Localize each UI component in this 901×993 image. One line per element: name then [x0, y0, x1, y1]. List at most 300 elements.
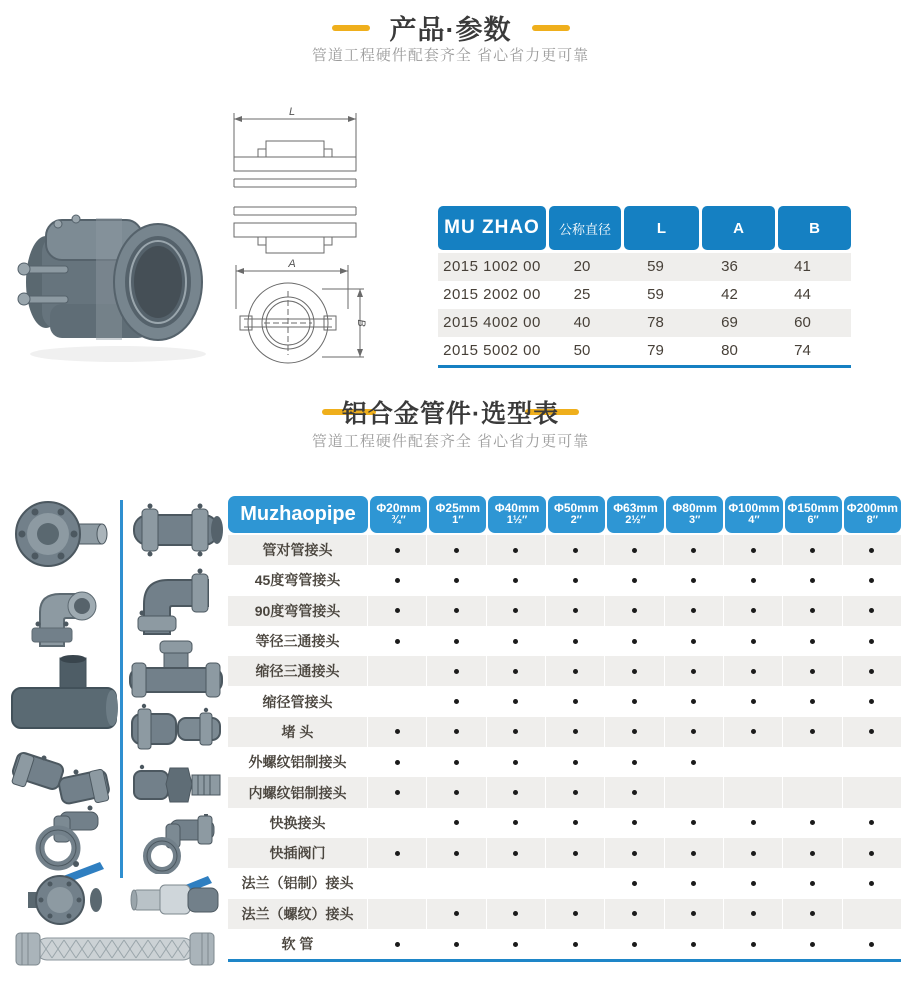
size-mm-label: Φ40mm	[494, 501, 540, 516]
availability-dot-icon	[513, 608, 518, 613]
availability-cell	[427, 717, 486, 747]
availability-cell	[605, 929, 664, 959]
availability-cell	[724, 868, 783, 898]
availability-dot-icon	[810, 851, 815, 856]
availability-cell	[487, 596, 546, 626]
selection-table-body	[228, 535, 901, 962]
dim-label-b: B	[355, 319, 367, 327]
fitting-type-label: 快插阀门	[228, 838, 368, 868]
availability-dot-icon	[513, 911, 518, 916]
availability-dot-icon	[395, 760, 400, 765]
availability-cell	[843, 747, 901, 777]
availability-cell	[724, 838, 783, 868]
availability-cell	[546, 596, 605, 626]
fitting-type-label: 缩径三通接头	[228, 656, 368, 686]
availability-cell	[783, 838, 842, 868]
availability-dot-icon	[573, 699, 578, 704]
fitting-type-label: 法兰（铝制）接头	[228, 868, 368, 898]
availability-dot-icon	[395, 729, 400, 734]
availability-cell	[605, 535, 664, 565]
availability-dot-icon	[454, 760, 459, 765]
availability-cell	[427, 535, 486, 565]
fitting-type-label: 管对管接头	[228, 535, 368, 565]
selection-table-row	[228, 747, 901, 777]
section-selection-subtitle: 管道工程硬件配套齐全 省心省力更可靠	[311, 433, 590, 450]
brand-cell: Muzhaopipe	[228, 496, 368, 533]
availability-dot-icon	[632, 790, 637, 795]
section-selection-title: 铝合金管件·选型表	[341, 400, 560, 428]
spec-value-cell: 59	[647, 286, 664, 303]
availability-dot-icon	[454, 639, 459, 644]
size-mm-label: Φ150mm	[787, 501, 839, 516]
availability-dot-icon	[513, 639, 518, 644]
availability-dot-icon	[513, 760, 518, 765]
availability-cell	[546, 686, 605, 716]
size-inch-label: 1″	[452, 514, 464, 527]
availability-dot-icon	[691, 851, 696, 856]
spec-header-cell: L	[624, 206, 699, 250]
fitting-type-label: 外螺纹铝制接头	[228, 747, 368, 777]
butterfly-valve-icon	[12, 856, 120, 930]
availability-dot-icon	[869, 699, 874, 704]
availability-cell	[783, 747, 842, 777]
availability-dot-icon	[573, 729, 578, 734]
selection-table-row	[228, 717, 901, 747]
size-mm-label: Φ80mm	[672, 501, 717, 516]
availability-cell	[783, 626, 842, 656]
availability-cell	[427, 777, 486, 807]
availability-dot-icon	[691, 942, 696, 947]
availability-dot-icon	[691, 729, 696, 734]
spec-table-row	[438, 281, 851, 309]
availability-cell	[487, 868, 546, 898]
availability-dot-icon	[810, 820, 815, 825]
availability-dot-icon	[632, 911, 637, 916]
availability-dot-icon	[751, 669, 756, 674]
availability-cell	[605, 777, 664, 807]
availability-cell	[724, 656, 783, 686]
availability-dot-icon	[632, 820, 637, 825]
spec-value-cell: 25	[573, 286, 591, 303]
spec-value-cell: 41	[794, 258, 811, 275]
availability-dot-icon	[869, 729, 874, 734]
size-mm-label: Φ20mm	[376, 501, 421, 516]
availability-dot-icon	[751, 639, 756, 644]
selection-table-row	[228, 838, 901, 868]
availability-cell	[724, 626, 783, 656]
availability-dot-icon	[513, 578, 518, 583]
availability-dot-icon	[513, 851, 518, 856]
availability-cell	[665, 596, 724, 626]
availability-cell	[546, 899, 605, 929]
availability-cell	[724, 717, 783, 747]
spec-value-cell: 42	[721, 286, 738, 303]
gallery-divider	[120, 500, 123, 878]
availability-dot-icon	[810, 669, 815, 674]
availability-dot-icon	[751, 578, 756, 583]
availability-dot-icon	[691, 608, 696, 613]
availability-cell	[487, 656, 546, 686]
spec-table-row	[438, 253, 851, 281]
availability-dot-icon	[691, 669, 696, 674]
availability-cell	[665, 626, 724, 656]
availability-dot-icon	[395, 578, 400, 583]
availability-cell	[724, 747, 783, 777]
availability-dot-icon	[573, 669, 578, 674]
availability-dot-icon	[751, 942, 756, 947]
availability-dot-icon	[869, 851, 874, 856]
availability-cell	[724, 686, 783, 716]
male-adapter-union-fitting-icon	[128, 756, 226, 812]
availability-cell	[843, 535, 901, 565]
availability-dot-icon	[691, 699, 696, 704]
size-column-header	[548, 496, 605, 533]
availability-dot-icon	[454, 851, 459, 856]
availability-dot-icon	[810, 578, 815, 583]
availability-dot-icon	[573, 851, 578, 856]
availability-dot-icon	[632, 881, 637, 886]
availability-cell	[605, 838, 664, 868]
size-column-header	[844, 496, 901, 533]
availability-cell	[665, 717, 724, 747]
availability-dot-icon	[573, 760, 578, 765]
title-dash-left-icon	[332, 25, 370, 31]
size-inch-label: 2½″	[625, 514, 646, 527]
availability-cell	[546, 656, 605, 686]
availability-cell	[487, 565, 546, 595]
availability-cell	[665, 656, 724, 686]
availability-cell	[427, 868, 486, 898]
availability-cell	[724, 899, 783, 929]
availability-cell	[368, 535, 427, 565]
availability-cell	[665, 535, 724, 565]
availability-cell	[605, 565, 664, 595]
availability-cell	[487, 777, 546, 807]
availability-dot-icon	[573, 548, 578, 553]
availability-dot-icon	[751, 699, 756, 704]
availability-cell	[427, 899, 486, 929]
availability-dot-icon	[691, 578, 696, 583]
availability-dot-icon	[513, 669, 518, 674]
fitting-type-label: 内螺纹铝制接头	[228, 777, 368, 807]
availability-dot-icon	[395, 608, 400, 613]
availability-dot-icon	[810, 911, 815, 916]
availability-dot-icon	[573, 639, 578, 644]
selection-table-row	[228, 777, 901, 807]
availability-cell	[783, 535, 842, 565]
size-mm-label: Φ200mm	[846, 501, 898, 516]
size-column-header	[429, 496, 486, 533]
availability-dot-icon	[454, 942, 459, 947]
size-mm-label: Φ100mm	[728, 501, 780, 516]
size-column-header	[370, 496, 427, 533]
availability-cell	[665, 868, 724, 898]
availability-dot-icon	[513, 820, 518, 825]
size-inch-label: 8″	[866, 514, 879, 527]
availability-dot-icon	[869, 820, 874, 825]
spec-table-body	[438, 253, 851, 368]
availability-dot-icon	[751, 820, 756, 825]
fitting-type-label: 快换接头	[228, 808, 368, 838]
availability-cell	[605, 626, 664, 656]
size-column-header	[607, 496, 664, 533]
availability-dot-icon	[810, 942, 815, 947]
availability-cell	[368, 899, 427, 929]
spec-value-cell: 44	[794, 286, 811, 303]
availability-cell	[546, 535, 605, 565]
availability-dot-icon	[454, 608, 459, 613]
availability-dot-icon	[454, 820, 459, 825]
availability-dot-icon	[810, 639, 815, 644]
spec-value-cell: 60	[794, 314, 811, 331]
availability-dot-icon	[573, 942, 578, 947]
selection-table-row	[228, 535, 901, 565]
availability-cell	[368, 777, 427, 807]
availability-cell	[843, 808, 901, 838]
availability-cell	[368, 626, 427, 656]
spec-header-cell: B	[778, 206, 851, 250]
availability-cell	[843, 686, 901, 716]
availability-cell	[665, 565, 724, 595]
availability-cell	[783, 656, 842, 686]
availability-dot-icon	[869, 639, 874, 644]
model-code-cell: 2015 4002 00	[443, 314, 541, 331]
availability-dot-icon	[869, 548, 874, 553]
ball-valve-icon	[126, 868, 226, 924]
availability-cell	[783, 686, 842, 716]
availability-dot-icon	[454, 790, 459, 795]
availability-dot-icon	[513, 729, 518, 734]
selection-table-row	[228, 596, 901, 626]
availability-cell	[783, 929, 842, 959]
availability-dot-icon	[691, 881, 696, 886]
availability-cell	[665, 808, 724, 838]
spec-header-cell: MU ZHAO	[438, 206, 546, 250]
availability-cell	[487, 899, 546, 929]
fitting-type-label: 45度弯管接头	[228, 565, 368, 595]
availability-cell	[368, 596, 427, 626]
availability-cell	[843, 626, 901, 656]
selection-table-row	[228, 808, 901, 838]
availability-dot-icon	[395, 942, 400, 947]
selection-table-row	[228, 899, 901, 929]
spec-header-cell: A	[702, 206, 775, 250]
availability-dot-icon	[632, 669, 637, 674]
availability-dot-icon	[395, 639, 400, 644]
availability-dot-icon	[691, 760, 696, 765]
availability-cell	[487, 717, 546, 747]
availability-cell	[368, 656, 427, 686]
availability-dot-icon	[395, 548, 400, 553]
availability-dot-icon	[573, 608, 578, 613]
availability-cell	[665, 929, 724, 959]
spec-table-row	[438, 309, 851, 337]
availability-dot-icon	[869, 669, 874, 674]
model-code-cell: 2015 2002 00	[443, 286, 541, 303]
availability-cell	[783, 899, 842, 929]
availability-dot-icon	[573, 911, 578, 916]
availability-cell	[665, 747, 724, 777]
availability-cell	[427, 656, 486, 686]
availability-dot-icon	[810, 729, 815, 734]
availability-dot-icon	[869, 942, 874, 947]
availability-dot-icon	[751, 548, 756, 553]
availability-cell	[843, 777, 901, 807]
availability-cell	[487, 626, 546, 656]
availability-cell	[605, 686, 664, 716]
availability-dot-icon	[395, 790, 400, 795]
availability-cell	[368, 808, 427, 838]
availability-cell	[546, 929, 605, 959]
availability-cell	[546, 565, 605, 595]
availability-cell	[843, 656, 901, 686]
availability-cell	[843, 596, 901, 626]
tee-coupling-fitting-icon	[126, 638, 226, 702]
spec-value-cell: 59	[647, 258, 664, 275]
availability-cell	[546, 626, 605, 656]
section-products-subtitle: 管道工程硬件配套齐全 省心省力更可靠	[311, 47, 590, 64]
availability-dot-icon	[632, 851, 637, 856]
availability-cell	[427, 686, 486, 716]
availability-dot-icon	[513, 699, 518, 704]
availability-cell	[368, 747, 427, 777]
size-inch-label: 6″	[807, 514, 819, 527]
availability-cell	[724, 535, 783, 565]
spec-value-cell: 80	[721, 342, 738, 359]
availability-dot-icon	[751, 911, 756, 916]
availability-dot-icon	[691, 639, 696, 644]
availability-dot-icon	[751, 608, 756, 613]
selection-table-row	[228, 626, 901, 656]
availability-cell	[368, 686, 427, 716]
availability-dot-icon	[454, 911, 459, 916]
availability-cell	[546, 747, 605, 777]
selection-table-row	[228, 565, 901, 595]
availability-dot-icon	[632, 942, 637, 947]
availability-cell	[783, 777, 842, 807]
availability-cell	[487, 929, 546, 959]
availability-dot-icon	[751, 851, 756, 856]
availability-dot-icon	[454, 729, 459, 734]
availability-cell	[843, 929, 901, 959]
size-column-header	[725, 496, 782, 533]
availability-dot-icon	[454, 669, 459, 674]
clamp-elbow-coupling-fitting-icon	[128, 814, 226, 874]
availability-dot-icon	[573, 790, 578, 795]
technical-drawing	[222, 103, 368, 369]
size-column-header	[666, 496, 723, 533]
availability-dot-icon	[691, 548, 696, 553]
availability-cell	[724, 565, 783, 595]
availability-cell	[724, 596, 783, 626]
availability-cell	[843, 899, 901, 929]
size-column-header	[488, 496, 545, 533]
spec-table-header	[438, 206, 851, 250]
availability-dot-icon	[751, 881, 756, 886]
fitting-type-label: 法兰（螺纹）接头	[228, 899, 368, 929]
availability-cell	[368, 929, 427, 959]
availability-cell	[783, 717, 842, 747]
availability-cell	[427, 747, 486, 777]
spec-value-cell: 50	[573, 342, 591, 359]
availability-cell	[724, 929, 783, 959]
selection-table-row	[228, 656, 901, 686]
availability-cell	[427, 596, 486, 626]
availability-dot-icon	[454, 548, 459, 553]
coupling-fitting-icon	[128, 494, 224, 564]
spec-table-row	[438, 337, 851, 365]
availability-cell	[427, 808, 486, 838]
model-code-cell: 2015 5002 00	[443, 342, 541, 359]
threaded-elbow-fitting-icon	[18, 578, 110, 650]
availability-cell	[605, 656, 664, 686]
availability-dot-icon	[513, 942, 518, 947]
flange-fitting-icon	[8, 496, 116, 572]
spec-value-cell: 69	[721, 314, 738, 331]
availability-cell	[427, 626, 486, 656]
availability-cell	[665, 838, 724, 868]
availability-dot-icon	[573, 578, 578, 583]
selection-table-row	[228, 686, 901, 716]
availability-cell	[605, 808, 664, 838]
availability-cell	[665, 777, 724, 807]
availability-cell	[546, 838, 605, 868]
spec-value-cell: 79	[647, 342, 664, 359]
availability-cell	[724, 808, 783, 838]
flexible-braided-hose-icon	[10, 922, 220, 978]
spec-value-cell: 74	[794, 342, 811, 359]
availability-cell	[665, 686, 724, 716]
availability-cell	[605, 717, 664, 747]
size-inch-label: 4″	[748, 514, 760, 527]
size-mm-label: Φ50mm	[553, 501, 599, 516]
selection-table-row	[228, 868, 901, 898]
availability-cell	[487, 747, 546, 777]
reducing-tee-fitting-icon	[8, 652, 120, 736]
availability-cell	[783, 596, 842, 626]
model-code-cell: 2015 1002 00	[443, 258, 541, 275]
title-dash-right-icon	[532, 25, 570, 31]
availability-dot-icon	[573, 820, 578, 825]
availability-dot-icon	[869, 578, 874, 583]
availability-dot-icon	[810, 881, 815, 886]
availability-cell	[843, 868, 901, 898]
availability-cell	[843, 565, 901, 595]
section-products-title: 产品·参数	[389, 15, 512, 45]
dim-label-l: L	[288, 106, 296, 118]
reducing-coupling-fitting-icon	[128, 702, 224, 754]
availability-cell	[843, 838, 901, 868]
availability-dot-icon	[632, 729, 637, 734]
availability-cell	[783, 565, 842, 595]
selection-table	[228, 496, 901, 962]
availability-dot-icon	[632, 639, 637, 644]
availability-cell	[843, 717, 901, 747]
availability-cell	[487, 535, 546, 565]
spec-value-cell: 36	[721, 258, 738, 275]
availability-cell	[546, 717, 605, 747]
availability-dot-icon	[454, 578, 459, 583]
availability-dot-icon	[869, 881, 874, 886]
availability-cell	[487, 838, 546, 868]
availability-cell	[546, 777, 605, 807]
availability-cell	[427, 929, 486, 959]
availability-cell	[605, 899, 664, 929]
size-mm-label: Φ63mm	[613, 501, 658, 516]
fitting-type-label: 软 管	[228, 929, 368, 959]
availability-cell	[546, 808, 605, 838]
selection-table-header	[228, 496, 901, 533]
